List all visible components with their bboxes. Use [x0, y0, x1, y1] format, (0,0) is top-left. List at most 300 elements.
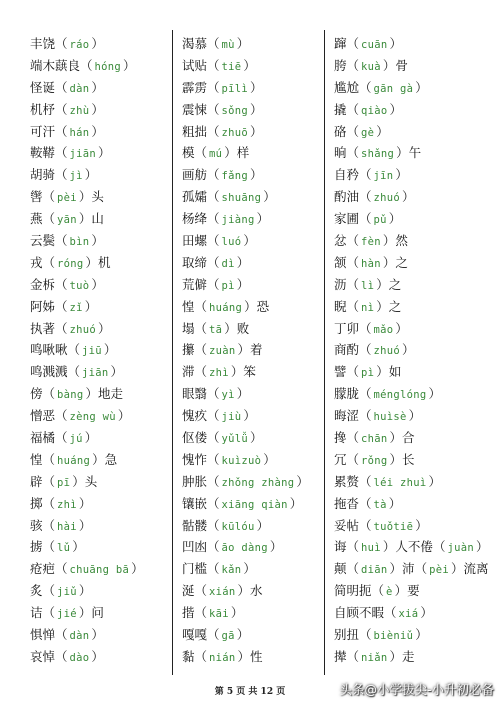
vocab-entry: [30, 405, 180, 427]
vocab-suffix: 头: [91, 189, 104, 205]
vocab-entry: [334, 558, 489, 580]
close-paren: ）: [85, 254, 99, 270]
close-paren: ）: [98, 145, 111, 161]
vocab-entry: [182, 361, 332, 383]
open-paren: （: [346, 430, 360, 446]
vocab-word: 愧怍: [182, 451, 208, 467]
vocab-entry: [182, 230, 332, 252]
close-paren: ）: [237, 648, 251, 664]
open-paren: （: [55, 36, 68, 51]
pinyin-annotation: zuàn: [209, 345, 236, 358]
vocab-entry: [182, 602, 332, 624]
pinyin-annotation: pī: [57, 476, 71, 489]
vocab-word: 自矜: [334, 167, 360, 183]
vocab-word: 攥: [182, 342, 195, 358]
open-paren: （: [55, 79, 68, 95]
pinyin-annotation: tuǒtiē: [373, 520, 414, 533]
pinyin-annotation: dàn: [69, 630, 90, 643]
close-paren: ）: [237, 583, 251, 599]
open-paren: （: [207, 627, 220, 643]
open-paren: （: [207, 123, 220, 139]
vocab-suffix: 水: [250, 583, 263, 599]
open-paren: （: [55, 648, 68, 664]
vocab-entry: [30, 339, 180, 361]
vocab-suffix: 头: [84, 473, 98, 489]
vocab-suffix: 急: [104, 451, 118, 467]
vocab-suffix: 样: [236, 145, 250, 161]
vocab-entry: [182, 515, 332, 537]
vocab-suffix: 恐: [256, 298, 270, 314]
vocab-word: 杨绛: [182, 211, 208, 227]
pinyin-annotation: pì: [221, 279, 235, 292]
open-paren: （: [55, 430, 68, 446]
close-paren: ）: [98, 320, 111, 336]
vocab-entry: [182, 339, 332, 361]
open-paren: （: [194, 648, 208, 664]
open-paren: （: [55, 408, 68, 424]
vocab-word: 画舫: [182, 167, 208, 183]
vocab-entry: [30, 361, 180, 383]
vocab-entry: [182, 77, 332, 99]
vocab-word: 商酌: [334, 342, 360, 358]
vocab-word: 掷: [30, 495, 43, 511]
vocab-entry: [30, 296, 180, 318]
vocab-word: 试贴: [182, 57, 208, 73]
close-paren: ）: [78, 495, 92, 511]
open-paren: （: [42, 495, 56, 511]
vocab-word: 惶: [30, 451, 43, 467]
vocab-suffix: 长: [402, 451, 415, 467]
vocab-entry: [182, 33, 332, 55]
vocab-word: 冗: [334, 451, 347, 467]
pinyin-annotation: ménglóng: [373, 389, 427, 402]
open-paren: （: [346, 276, 360, 292]
vocab-word: 家圃: [334, 211, 360, 227]
vocab-word: 撵: [334, 648, 347, 664]
open-paren: （: [359, 627, 372, 643]
pinyin-annotation: niǎn: [361, 651, 388, 664]
vocab-suffix: 午: [408, 145, 422, 161]
pinyin-annotation: kāi: [209, 608, 229, 621]
vocab-entry: [182, 142, 332, 164]
vocab-suffix: 合: [402, 430, 415, 446]
open-paren: （: [42, 254, 56, 270]
vocab-word: 妥帖: [334, 517, 360, 533]
close-paren: ）: [382, 539, 396, 555]
close-paren: ）: [78, 189, 92, 205]
vocab-entry: [334, 99, 484, 121]
open-paren: （: [194, 583, 208, 599]
close-paren: ）: [269, 539, 283, 555]
open-paren: （: [42, 189, 56, 205]
vocab-entry: [334, 624, 484, 646]
vocab-entry: [182, 646, 332, 668]
vocab-word: 掳: [30, 539, 43, 555]
vocab-word: 诘: [30, 605, 43, 621]
vocab-entry: [182, 121, 332, 143]
vocab-entry: [30, 427, 180, 449]
vocab-entry: [334, 383, 484, 405]
close-paren: ）: [224, 320, 237, 336]
vocab-word: 憎恶: [30, 408, 56, 424]
close-paren: ）: [92, 451, 105, 467]
vocab-entry: [182, 208, 332, 230]
vocab-word: 镶嵌: [182, 495, 208, 511]
pinyin-annotation: léi zhuì: [373, 476, 427, 489]
close-paren: ）: [382, 233, 396, 249]
open-paren: （: [207, 473, 220, 489]
pinyin-annotation: jīn: [373, 170, 394, 183]
vocab-entry: [182, 186, 332, 208]
vocab-word: 睨: [334, 298, 347, 314]
close-paren: ）: [388, 211, 402, 227]
vocab-entry: [30, 493, 180, 515]
vocab-entry: [30, 208, 180, 230]
vocab-entry: [30, 164, 180, 186]
open-paren: （: [207, 495, 220, 511]
vocab-word: 肿胀: [182, 473, 208, 489]
pinyin-annotation: sǒng: [221, 104, 249, 117]
pinyin-annotation: pīlì: [221, 82, 249, 95]
vocab-suffix: 笨: [243, 364, 256, 380]
close-paren: ）: [250, 79, 263, 95]
close-paren: ）: [263, 451, 276, 467]
open-paren: （: [359, 386, 372, 402]
pinyin-annotation: huáng: [57, 454, 91, 467]
vocab-word: 伛偻: [182, 430, 208, 446]
open-paren: （: [42, 473, 56, 489]
open-paren: （: [371, 583, 385, 599]
close-paren: ）: [376, 364, 389, 380]
page-number-footer: 第 5 页 共 12 页: [214, 687, 286, 697]
close-paren: ）: [376, 298, 389, 314]
close-paren: ）: [389, 101, 403, 117]
vocab-word: 眼翳: [182, 386, 208, 402]
pinyin-annotation: shǎng: [361, 148, 395, 161]
vocab-entry: [30, 77, 180, 99]
vocab-word: 诲: [334, 539, 347, 555]
pinyin-annotation: mǎo: [373, 323, 394, 336]
vocab-word: 凹凼: [182, 539, 208, 555]
open-paren: （: [359, 408, 372, 424]
pinyin-annotation: juàn: [447, 542, 474, 555]
pinyin-annotation: shuāng: [221, 192, 262, 205]
close-paren: ）: [389, 561, 403, 577]
vocab-entry: [182, 55, 332, 77]
vocab-entry: [334, 493, 484, 515]
open-paren: （: [55, 276, 68, 292]
close-paren: ）: [256, 211, 270, 227]
close-paren: ）: [415, 517, 428, 533]
vocab-entry: [182, 99, 332, 121]
vocab-entry: [30, 33, 180, 55]
open-paren: （: [414, 561, 428, 577]
vocab-entry: [182, 580, 332, 602]
vocab-column-2: [182, 33, 332, 668]
vocab-entry: [334, 449, 484, 471]
vocab-word: 别扭: [334, 627, 360, 643]
close-paren: ）: [415, 79, 428, 95]
vocab-word: 霹雳: [182, 79, 208, 95]
close-paren: ）: [389, 451, 403, 467]
vocab-word: 门槛: [182, 561, 208, 577]
close-paren: ）: [243, 233, 256, 249]
vocab-word: 机杼: [30, 101, 56, 117]
vocab-entry: [334, 405, 484, 427]
vocab-word: 滞: [182, 364, 195, 380]
pinyin-annotation: hán: [69, 126, 90, 139]
open-paren: （: [207, 561, 220, 577]
vocab-word: 骷髅: [182, 517, 208, 533]
open-paren: （: [55, 627, 68, 643]
column-divider: [324, 30, 325, 675]
pinyin-annotation: xián: [209, 586, 236, 599]
open-paren: （: [207, 451, 220, 467]
vocab-entry: [182, 296, 332, 318]
vocab-word: 端木蕻良: [30, 57, 81, 73]
close-paren: ）: [396, 145, 409, 161]
vocab-entry: [182, 427, 332, 449]
open-paren: （: [42, 539, 56, 555]
close-paren: ）: [450, 561, 464, 577]
vocab-suffix: 走: [402, 648, 415, 664]
vocab-entry: [182, 624, 332, 646]
vocab-entry: [334, 515, 484, 537]
open-paren: （: [194, 320, 208, 336]
vocab-entry: [334, 121, 484, 143]
vocab-entry: [30, 536, 180, 558]
vocab-suffix: 骨: [395, 57, 408, 73]
pinyin-annotation: hài: [57, 520, 77, 533]
open-paren: （: [384, 605, 397, 621]
close-paren: ）: [415, 627, 428, 643]
vocab-word: 晌: [334, 145, 347, 161]
open-paren: （: [207, 233, 220, 249]
close-paren: ）: [420, 605, 433, 621]
open-paren: （: [207, 167, 220, 183]
pinyin-annotation: zèng wù: [69, 411, 116, 424]
pinyin-annotation: mù: [221, 39, 235, 51]
pinyin-annotation: zhuó: [373, 192, 401, 205]
pinyin-annotation: pì: [361, 367, 375, 380]
close-paren: ）: [289, 495, 303, 511]
open-paren: （: [359, 495, 372, 511]
pinyin-annotation: pèi: [429, 564, 449, 577]
vocab-word: 荒僻: [182, 276, 208, 292]
close-paren: ）: [78, 517, 92, 533]
vocab-entry: [334, 536, 489, 558]
vocab-entry: [182, 383, 332, 405]
vocab-entry: [334, 142, 484, 164]
open-paren: （: [207, 539, 220, 555]
vocab-suffix: 沛: [402, 561, 415, 577]
vocab-entry: [30, 471, 180, 493]
close-paren: ）: [243, 561, 256, 577]
vocab-suffix: 性: [250, 648, 263, 664]
vocab-entry: [182, 493, 332, 515]
pinyin-annotation: huáng: [209, 301, 243, 314]
pinyin-annotation: jiù: [221, 411, 242, 424]
pinyin-annotation: gān gà: [373, 82, 414, 95]
pinyin-annotation: zhì: [57, 498, 77, 511]
vocab-entry: [334, 580, 484, 602]
pinyin-annotation: nì: [361, 301, 375, 314]
vocab-word: 田螺: [182, 233, 208, 249]
pinyin-annotation: bièniǔ: [373, 630, 414, 643]
pinyin-annotation: pèi: [57, 192, 77, 205]
pinyin-annotation: hóng: [94, 60, 122, 73]
open-paren: （: [207, 101, 220, 117]
vocab-entry: [30, 142, 180, 164]
vocab-entry: [30, 602, 180, 624]
open-paren: （: [359, 473, 372, 489]
vocab-word: 愧疚: [182, 408, 208, 424]
vocab-word: 模: [182, 145, 195, 161]
pinyin-annotation: gè: [361, 126, 375, 139]
open-paren: （: [346, 561, 360, 577]
close-paren: ）: [402, 189, 415, 205]
open-paren: （: [207, 430, 220, 446]
vocab-entry: [182, 449, 332, 471]
vocab-word: 阿姊: [30, 298, 56, 314]
close-paren: ）: [237, 342, 251, 358]
pinyin-annotation: yì: [221, 389, 235, 402]
open-paren: （: [194, 145, 208, 161]
close-paren: ）: [388, 495, 402, 511]
close-paren: ）: [91, 123, 104, 139]
vocab-word: 惧惮: [30, 627, 56, 643]
open-paren: （: [432, 539, 446, 555]
pinyin-annotation: luó: [221, 236, 242, 249]
open-paren: （: [67, 364, 81, 380]
close-paren: ）: [296, 473, 309, 489]
close-paren: ）: [236, 254, 250, 270]
pinyin-annotation: tā: [209, 323, 223, 336]
vocab-word: 孤孀: [182, 189, 208, 205]
close-paren: ）: [394, 583, 408, 599]
pinyin-annotation: ráo: [69, 39, 90, 51]
close-paren: ）: [230, 364, 244, 380]
close-paren: ）: [250, 123, 263, 139]
pinyin-annotation: chuāng bā: [69, 564, 130, 577]
vocab-suffix: 然: [395, 233, 408, 249]
close-paren: ）: [78, 583, 92, 599]
open-paren: （: [194, 364, 208, 380]
vocab-entry: [30, 580, 180, 602]
vocab-suffix: 问: [91, 605, 104, 621]
pinyin-annotation: pǔ: [373, 214, 387, 227]
pinyin-annotation: diān: [361, 564, 388, 577]
pinyin-annotation: lì: [361, 279, 375, 292]
pinyin-annotation: jiān: [69, 148, 97, 161]
vocab-entry: [182, 536, 332, 558]
vocab-word: 硌: [334, 123, 347, 139]
vocab-word: 取缔: [182, 254, 208, 270]
vocab-entry: [182, 405, 332, 427]
vocab-word: 渴慕: [182, 36, 208, 51]
vocab-entry: [30, 646, 180, 668]
vocab-word: 拖沓: [334, 495, 360, 511]
open-paren: （: [207, 386, 220, 402]
vocab-word: 蹿: [334, 36, 347, 51]
vocab-entry: [334, 274, 484, 296]
vocab-word: 沥: [334, 276, 347, 292]
vocab-word: 晦涩: [334, 408, 360, 424]
open-paren: （: [346, 648, 360, 664]
pinyin-annotation: nián: [209, 651, 236, 664]
open-paren: （: [42, 211, 56, 227]
pinyin-annotation: fǎng: [221, 170, 249, 183]
pinyin-annotation: jì: [69, 170, 83, 183]
vocab-word: 鞍鞯: [30, 145, 56, 161]
close-paren: ）: [103, 342, 117, 358]
open-paren: （: [346, 57, 360, 73]
close-paren: ）: [91, 36, 104, 51]
vocab-word: 胯: [334, 57, 347, 73]
close-paren: ）: [402, 342, 415, 358]
vocab-word: 傍: [30, 386, 43, 402]
vocab-suffix: 人不倦: [395, 539, 433, 555]
pinyin-annotation: lǔ: [57, 542, 71, 555]
vocab-word: 燕: [30, 211, 43, 227]
close-paren: ）: [475, 539, 489, 555]
vocab-word: 哀悼: [30, 648, 56, 664]
close-paren: ）: [230, 605, 244, 621]
vocab-word: 简明扼: [334, 583, 372, 599]
vocab-word: 戎: [30, 254, 43, 270]
vocab-entry: [30, 383, 180, 405]
vocab-word: 譬: [334, 364, 347, 380]
vocab-word: 骇: [30, 517, 43, 533]
pinyin-annotation: è: [386, 586, 393, 599]
close-paren: ）: [389, 36, 403, 51]
vocab-entry: [334, 296, 484, 318]
close-paren: ）: [250, 167, 263, 183]
pinyin-annotation: kuìzuò: [221, 454, 262, 467]
open-paren: （: [55, 167, 68, 183]
close-paren: ）: [263, 189, 276, 205]
open-paren: （: [194, 605, 208, 621]
pinyin-annotation: dàn: [69, 82, 90, 95]
vocab-entry: [30, 558, 180, 580]
close-paren: ）: [250, 430, 263, 446]
close-paren: ）: [72, 539, 85, 555]
vocab-suffix: 如: [388, 364, 402, 380]
open-paren: （: [194, 298, 208, 314]
close-paren: ）: [428, 473, 442, 489]
vocab-suffix: 地走: [98, 386, 124, 402]
open-paren: （: [194, 342, 208, 358]
vocab-word: 嘎嘎: [182, 627, 208, 643]
close-paren: ）: [91, 101, 104, 117]
vocab-word: 执著: [30, 320, 56, 336]
close-paren: ）: [250, 101, 263, 117]
vocab-word: 金柝: [30, 276, 56, 292]
open-paren: （: [207, 276, 220, 292]
vocab-word: 胡骑: [30, 167, 56, 183]
open-paren: （: [359, 211, 372, 227]
vocab-suffix: 山: [91, 211, 104, 227]
vocab-entry: [182, 274, 332, 296]
vocab-word: 丰饶: [30, 36, 56, 51]
open-paren: （: [207, 57, 220, 73]
vocab-entry: [30, 515, 180, 537]
close-paren: ）: [376, 123, 389, 139]
vocab-word: 酌油: [334, 189, 360, 205]
pinyin-annotation: jiū: [82, 345, 102, 358]
vocab-suffix: 败: [236, 320, 250, 336]
open-paren: （: [359, 342, 372, 358]
